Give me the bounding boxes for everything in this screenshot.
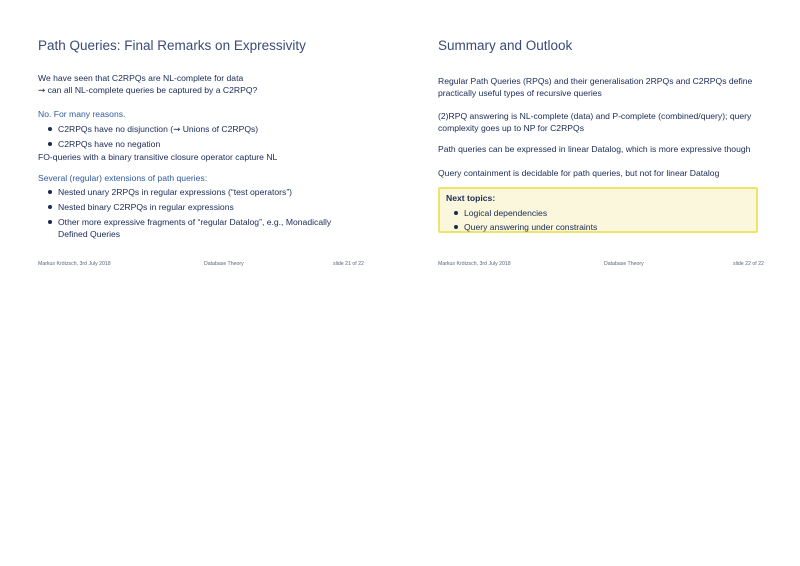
extensions-heading: Several (regular) extensions of path queries:: [38, 173, 208, 183]
next-topics-list: [454, 207, 744, 235]
slide-title: Path Queries: Final Remarks on Expressivity: [38, 38, 306, 53]
footer-author: Markus Krötzsch, 3rd July 2018: [438, 261, 511, 267]
list-item: C2RPQs have no disjunction (⇝ Unions of C2RPQs): [48, 123, 368, 135]
footer-author: Markus Krötzsch, 3rd July 2018: [38, 261, 111, 267]
next-topics-title: Next topics:: [446, 193, 496, 203]
bullet-icon: [48, 142, 52, 146]
list-item: Query answering under constraints: [454, 221, 744, 233]
no-heading: No. For many reasons.: [38, 109, 126, 119]
footer-slide-number: slide 21 of 22: [333, 261, 364, 267]
bullet-icon: [48, 220, 52, 224]
bullet-icon: [48, 127, 52, 131]
intro-line-1: We have seen that C2RPQs are NL-complete for data: [38, 73, 244, 83]
slide-21: [0, 0, 400, 280]
intro-line-2: ⇝ can all NL-complete queries be captured by a C2RPQ?: [38, 85, 258, 95]
slide-22: [400, 0, 800, 280]
summary-paragraph: (2)RPQ answering is NL-complete (data) and P-complete (combined/query); query complexity goes up to NP for C2RPQs: [438, 111, 752, 133]
bullet-icon: [454, 225, 458, 229]
summary-paragraph: Regular Path Queries (RPQs) and their generalisation 2RPQs and C2RPQs define practically useful types of recursive queries: [438, 76, 753, 98]
list-item: Nested binary C2RPQs in regular expressions: [48, 201, 368, 213]
footer-slide-number: slide 22 of 22: [733, 261, 764, 267]
footer-course: Database Theory: [604, 261, 644, 267]
list-item: Other more expressive fragments of “regular Datalog”, e.g., Monadically Defined Queries: [48, 216, 358, 240]
summary-paragraph: Query containment is decidable for path queries, but not for linear Datalog: [438, 168, 720, 178]
list-item: Logical dependencies: [454, 207, 744, 219]
bullet-icon: [48, 205, 52, 209]
extensions-list: [48, 186, 368, 243]
fo-line: FO-queries with a binary transitive closure operator capture NL: [38, 152, 278, 162]
no-reasons-list: [48, 123, 368, 153]
slide-title: Summary and Outlook: [438, 38, 573, 53]
list-item: C2RPQs have no negation: [48, 138, 368, 150]
summary-paragraph: Path queries can be expressed in linear Datalog, which is more expressive though: [438, 144, 751, 154]
bullet-icon: [48, 190, 52, 194]
next-topics-box: [438, 187, 758, 233]
list-item: Nested unary 2RPQs in regular expressions (“test operators”): [48, 186, 368, 198]
footer-course: Database Theory: [204, 261, 244, 267]
bullet-icon: [454, 211, 458, 215]
